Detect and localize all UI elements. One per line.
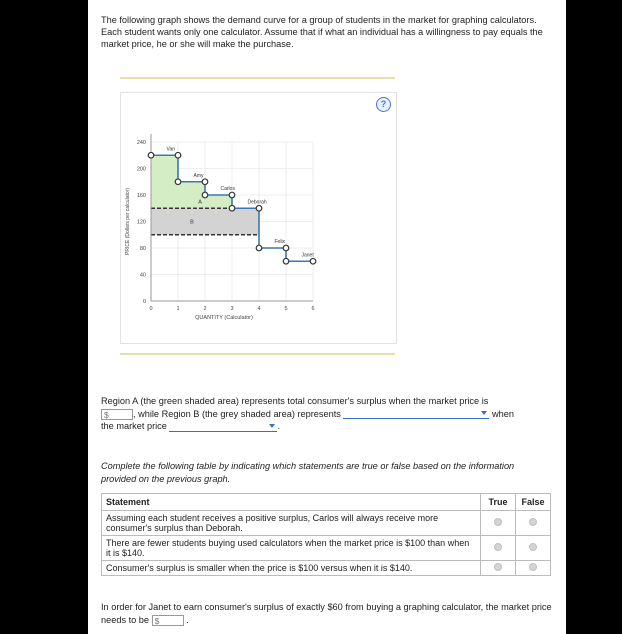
x-tick-label: 2 bbox=[203, 306, 207, 312]
region-question bbox=[101, 395, 556, 433]
graph-panel[interactable] bbox=[120, 92, 397, 344]
help-icon[interactable]: ? bbox=[376, 97, 391, 112]
janet-question bbox=[101, 601, 556, 626]
false-header: False bbox=[516, 494, 551, 511]
janet-price-input[interactable]: $ bbox=[152, 615, 184, 626]
bottom-divider bbox=[120, 353, 395, 355]
table-row bbox=[102, 561, 551, 576]
student-label: Van bbox=[166, 146, 176, 153]
y-tick-label: 200 bbox=[136, 166, 146, 173]
market-price-dropdown[interactable] bbox=[169, 422, 277, 432]
chevron-down-icon bbox=[481, 411, 487, 415]
table-row bbox=[102, 536, 551, 561]
false-radio[interactable] bbox=[529, 563, 537, 571]
demand-point bbox=[229, 205, 235, 211]
x-tick-label: 5 bbox=[284, 306, 288, 312]
student-label: Felix bbox=[274, 239, 286, 245]
demand-point bbox=[229, 192, 235, 198]
demand-point bbox=[310, 258, 316, 264]
demand-point bbox=[148, 152, 154, 158]
student-label: Carlos bbox=[220, 186, 235, 192]
demand-point bbox=[283, 245, 289, 251]
region-a-label: A bbox=[198, 199, 202, 206]
demand-point bbox=[283, 258, 289, 264]
region-question-period: . bbox=[277, 421, 280, 431]
true-radio[interactable] bbox=[494, 518, 502, 526]
region-a bbox=[205, 195, 232, 208]
y-tick-label: 0 bbox=[142, 299, 146, 305]
demand-point bbox=[256, 205, 262, 211]
x-tick-label: 0 bbox=[149, 306, 153, 312]
y-axis-label: PRICE (Dollars per calculator) bbox=[125, 188, 131, 255]
true-radio[interactable] bbox=[494, 563, 502, 571]
false-radio[interactable] bbox=[529, 543, 537, 551]
question-page bbox=[88, 0, 566, 634]
region-question-part3: when bbox=[491, 408, 514, 419]
y-tick-label: 80 bbox=[139, 246, 146, 252]
table-row bbox=[102, 511, 551, 536]
y-tick-label: 40 bbox=[139, 272, 146, 279]
region-b-dropdown[interactable] bbox=[343, 409, 489, 419]
statement-table bbox=[101, 493, 551, 576]
y-tick-label: 120 bbox=[136, 219, 146, 226]
region-a-price-input[interactable]: $ bbox=[101, 409, 133, 420]
x-tick-label: 6 bbox=[311, 306, 315, 312]
false-radio[interactable] bbox=[529, 518, 537, 526]
student-label: Amy bbox=[193, 172, 204, 179]
intro-text: The following graph shows the demand curve for a group of students in the market for graphing calculators. Each student wants only one calculator. Assume that if what an individual has a willingness to pay equals the market price, he or she will make the purchase. bbox=[101, 15, 543, 49]
chevron-down-icon bbox=[269, 424, 275, 428]
statement-text: Consumer's surplus is smaller when the price is $100 versus when it is $140. bbox=[102, 561, 481, 576]
janet-question-text: In order for Janet to earn consumer's surplus of exactly $60 from buying a graphing calculator, the market price needs to be bbox=[101, 602, 552, 625]
demand-point bbox=[256, 245, 262, 251]
true-header: True bbox=[481, 494, 516, 511]
region-question-part2: , while Region B (the grey shaded area) represents bbox=[133, 408, 341, 419]
demand-point bbox=[175, 179, 181, 185]
true-radio[interactable] bbox=[494, 543, 502, 551]
demand-point bbox=[175, 152, 181, 158]
x-axis-label: QUANTITY (Calculator) bbox=[195, 315, 253, 321]
y-tick-label: 160 bbox=[136, 193, 146, 199]
x-tick-label: 3 bbox=[230, 306, 234, 312]
janet-question-period: . bbox=[186, 614, 189, 625]
region-b bbox=[151, 208, 259, 235]
x-tick-label: 4 bbox=[257, 306, 261, 312]
x-tick-label: 1 bbox=[176, 306, 180, 312]
demand-point bbox=[202, 179, 208, 185]
demand-point bbox=[202, 192, 208, 198]
region-question-part4: the market price bbox=[101, 421, 167, 431]
demand-chart bbox=[121, 93, 396, 343]
statement-text: Assuming each student receives a positive surplus, Carlos will always receive more consumer's surplus than Deborah. bbox=[102, 511, 481, 536]
region-b-label: B bbox=[190, 219, 194, 226]
y-tick-label: 240 bbox=[136, 140, 146, 146]
statement-text: There are fewer students buying used calculators when the market price is $100 than when it is $140. bbox=[102, 536, 481, 561]
region-question-part1: Region A (the green shaded area) represents total consumer's surplus when the market price is bbox=[101, 396, 489, 406]
statement-header: Statement bbox=[102, 494, 481, 511]
student-label: Janet bbox=[301, 252, 314, 259]
region-a bbox=[151, 155, 178, 208]
table-instructions: Complete the following table by indicating which statements are true or false based on the information provided on the previous graph. bbox=[101, 461, 515, 484]
top-divider bbox=[120, 77, 395, 79]
student-label: Deborah bbox=[247, 199, 267, 206]
